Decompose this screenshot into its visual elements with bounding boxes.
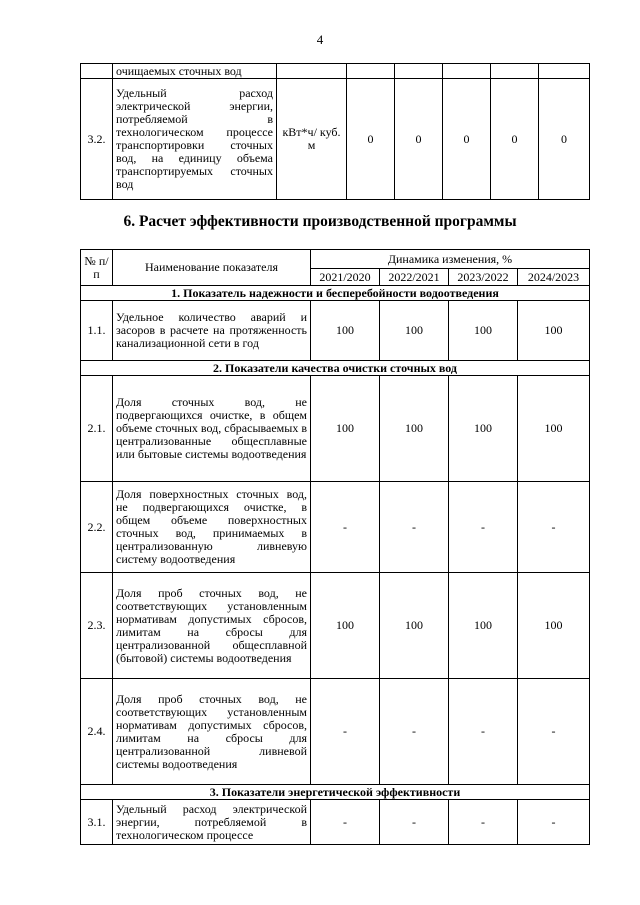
value: 0 <box>491 79 539 200</box>
continuation-text: очищаемых сточных вод <box>113 64 277 79</box>
indicator-name: Удельный расход электрической энергии, потребляемой в технологическом процессе <box>113 800 311 845</box>
efficiency-table <box>80 249 590 845</box>
header-period: 2022/2021 <box>380 269 449 286</box>
value: 100 <box>380 301 449 361</box>
value: 100 <box>380 376 449 482</box>
header-dynamics: Динамика изменения, % <box>311 250 590 269</box>
value: - <box>380 800 449 845</box>
value: - <box>311 800 380 845</box>
value: 100 <box>380 573 449 679</box>
value: - <box>311 679 380 785</box>
value: 100 <box>449 376 518 482</box>
value: - <box>311 482 380 573</box>
table-row <box>81 800 590 845</box>
row-number: 2.3. <box>81 573 113 679</box>
table-row <box>81 482 590 573</box>
value: - <box>380 679 449 785</box>
indicator-name: Удельное количество аварий и засоров в расчете на протяженность канализационной сети в год <box>113 301 311 361</box>
section-row <box>81 785 590 800</box>
value: 100 <box>449 573 518 679</box>
value: 100 <box>311 301 380 361</box>
indicator-name: Доля проб сточных вод, не соответствующих установленным нормативам допустимых сбросов, лимитам на сбросы для централизованной ливневой системы водоотведения <box>113 679 311 785</box>
value: 0 <box>395 79 443 200</box>
unit: кВт*ч/ куб. м <box>277 79 347 200</box>
value: 0 <box>443 79 491 200</box>
section-row <box>81 286 590 301</box>
table-row <box>81 376 590 482</box>
table-row <box>81 301 590 361</box>
page-number: 4 <box>316 32 324 47</box>
continuation-row <box>81 64 590 79</box>
section-row <box>81 361 590 376</box>
value: - <box>380 482 449 573</box>
top-table <box>80 63 590 200</box>
value: 100 <box>311 573 380 679</box>
row-number: 2.1. <box>81 376 113 482</box>
value: - <box>449 679 518 785</box>
indicator-name: Удельный расход электрической энергии, потребляемой в технологическом процессе транспортировки сточных вод, на единицу объема транспортируемых сточных вод <box>113 79 277 200</box>
row-number: 2.4. <box>81 679 113 785</box>
section-heading: 1. Показатель надежности и бесперебойности водоотведения <box>81 286 590 301</box>
value: - <box>518 800 590 845</box>
header-row <box>81 250 590 269</box>
value: - <box>449 482 518 573</box>
value: 0 <box>539 79 590 200</box>
header-period: 2023/2022 <box>449 269 518 286</box>
value: 0 <box>347 79 395 200</box>
header-period: 2024/2023 <box>518 269 590 286</box>
value: 100 <box>518 376 590 482</box>
section-heading: 2. Показатели качества очистки сточных вод <box>81 361 590 376</box>
value: - <box>518 679 590 785</box>
value: - <box>449 800 518 845</box>
section-heading: 3. Показатели энергетической эффективности <box>81 785 590 800</box>
section-title: 6. Расчет эффективности производственной программы <box>123 213 517 230</box>
header-num: № п/п <box>81 250 113 286</box>
row-number: 2.2. <box>81 482 113 573</box>
value: - <box>518 482 590 573</box>
value: 100 <box>311 376 380 482</box>
value: 100 <box>518 573 590 679</box>
indicator-name: Доля проб сточных вод, не соответствующих установленным нормативам допустимых сбросов, лимитам на сбросы для централизованной общесплавной (бытовой) системы водоотведения <box>113 573 311 679</box>
indicator-name: Доля сточных вод, не подвергающихся очистке, в общем объеме сточных вод, сбрасываемых в централизованные общесплавные или бытовые системы водоотведения <box>113 376 311 482</box>
row-number: 3.1. <box>81 800 113 845</box>
value: 100 <box>449 301 518 361</box>
header-name: Наименование показателя <box>113 250 311 286</box>
row-number: 1.1. <box>81 301 113 361</box>
row-number: 3.2. <box>81 79 113 200</box>
indicator-name: Доля поверхностных сточных вод, не подвергающихся очистке, в общем объеме поверхностных сточных вод, принимаемых в централизованную ливневую систему водоотведения <box>113 482 311 573</box>
table-row <box>81 679 590 785</box>
table-row <box>81 79 590 200</box>
value: 100 <box>518 301 590 361</box>
table-row <box>81 573 590 679</box>
header-period: 2021/2020 <box>311 269 380 286</box>
